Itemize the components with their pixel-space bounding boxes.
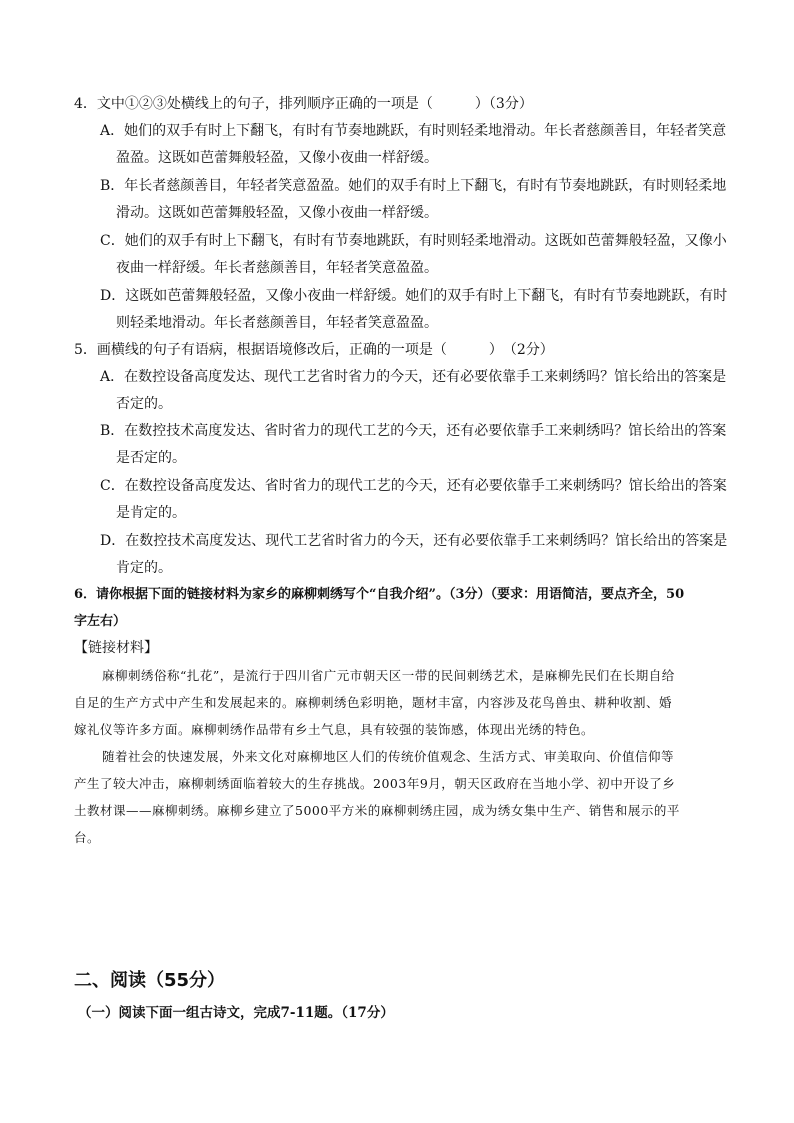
q5-option-b-line1: B．在数控技术高度发达、省时省力的现代工艺的今天，还有必要依靠手工来刺绣吗？馆长给出的答案: [100, 423, 727, 439]
material-p1-line3: 嫁礼仪等许多方面。麻柳刺绣作品带有乡土气息，具有较强的装饰感，体现出光绣的特色。: [74, 722, 595, 737]
material-p2-line4: 台。: [74, 830, 101, 845]
material-p2-line2: 产生了较大冲击，麻柳刺绣面临着较大的生存挑战。2003年9月，朝天区政府在当地小学、初中开设了乡: [74, 776, 676, 791]
material-p1-line1: 麻柳刺绣俗称“扎花”，是流行于四川省广元市朝天区一带的民间刺绣艺术，是麻柳先民们在长期自给: [102, 668, 675, 683]
section-title: 二、阅读（55分）: [74, 970, 226, 991]
q5-option-a-line1: A．在数控设备高度发达、现代工艺省时省力的今天，还有必要依靠手工来刺绣吗？馆长给出的答案是: [100, 369, 727, 385]
q5-option-d-line1: D．在数控技术高度发达、现代工艺省时省力的今天，还有必要依靠手工来刺绣吗？馆长给出的答案是: [100, 533, 728, 549]
q6-stem-line1: 6．请你根据下面的链接材料为家乡的麻柳刺绣写个“自我介绍”。（3分）（要求：用语简洁，要点齐全，50: [74, 587, 685, 602]
q4-option-d-line1: D．这既如芭蕾舞般轻盈，又像小夜曲一样舒缓。她们的双手有时上下翻飞，有时有节奏地跳跃，有时: [100, 288, 728, 304]
q5-option-c-line2: 是肯定的。: [116, 505, 186, 521]
q5-option-b-line2: 是否定的。: [116, 450, 186, 466]
q4-option-d-line2: 则轻柔地滑动。年长者慈颜善目，年轻者笑意盈盈。: [116, 315, 438, 331]
q4-option-b-line2: 滑动。这既如芭蕾舞般轻盈，又像小夜曲一样舒缓。: [116, 205, 438, 221]
material-title: 【链接材料】: [74, 640, 158, 656]
q5-option-c-line1: C．在数控设备高度发达、省时省力的现代工艺的今天，还有必要依靠手工来刺绣吗？馆长给出的答案: [100, 478, 727, 494]
q4-stem: 4．文中①②③处横线上的句子，排列顺序正确的一项是（ ）（3分）: [74, 96, 533, 112]
q6-stem-line2: 字左右）: [74, 614, 127, 629]
material-p2-line3: 土教材课——麻柳刺绣。麻柳乡建立了5000平方米的麻柳刺绣庄园，成为绣女集中生产、销售和展示的平: [74, 803, 680, 818]
material-p2-line1: 随着社会的快速发展，外来文化对麻柳地区人们的传统价值观念、生活方式、审美取向、价值信仰等: [102, 749, 675, 764]
material-p1-line2: 自足的生产方式中产生和发展起来的。麻柳刺绣色彩明艳，题材丰富，内容涉及花鸟兽虫、耕种收割、婚: [74, 695, 673, 710]
q5-option-d-line2: 肯定的。: [116, 560, 172, 576]
section-subtitle: （一）阅读下面一组古诗文，完成7-11题。（17分）: [78, 1005, 394, 1021]
q4-option-b-line1: B．年长者慈颜善目，年轻者笑意盈盈。她们的双手有时上下翻飞，有时有节奏地跳跃，有时则轻柔地: [100, 178, 727, 194]
q5-option-a-line2: 否定的。: [116, 396, 172, 412]
q4-option-a-line1: A．她们的双手有时上下翻飞，有时有节奏地跳跃，有时则轻柔地滑动。年长者慈颜善目，年轻者笑意: [100, 123, 727, 139]
q4-option-c-line2: 夜曲一样舒缓。年长者慈颜善目，年轻者笑意盈盈。: [116, 260, 438, 276]
q4-option-c-line1: C．她们的双手有时上下翻飞，有时有节奏地跳跃，有时则轻柔地滑动。这既如芭蕾舞般轻盈，又像小: [100, 233, 727, 249]
q4-option-a-line2: 盈盈。这既如芭蕾舞般轻盈，又像小夜曲一样舒缓。: [116, 150, 438, 166]
q5-stem: 5．画横线的句子有语病，根据语境修改后，正确的一项是（ ） （2分）: [74, 342, 554, 358]
